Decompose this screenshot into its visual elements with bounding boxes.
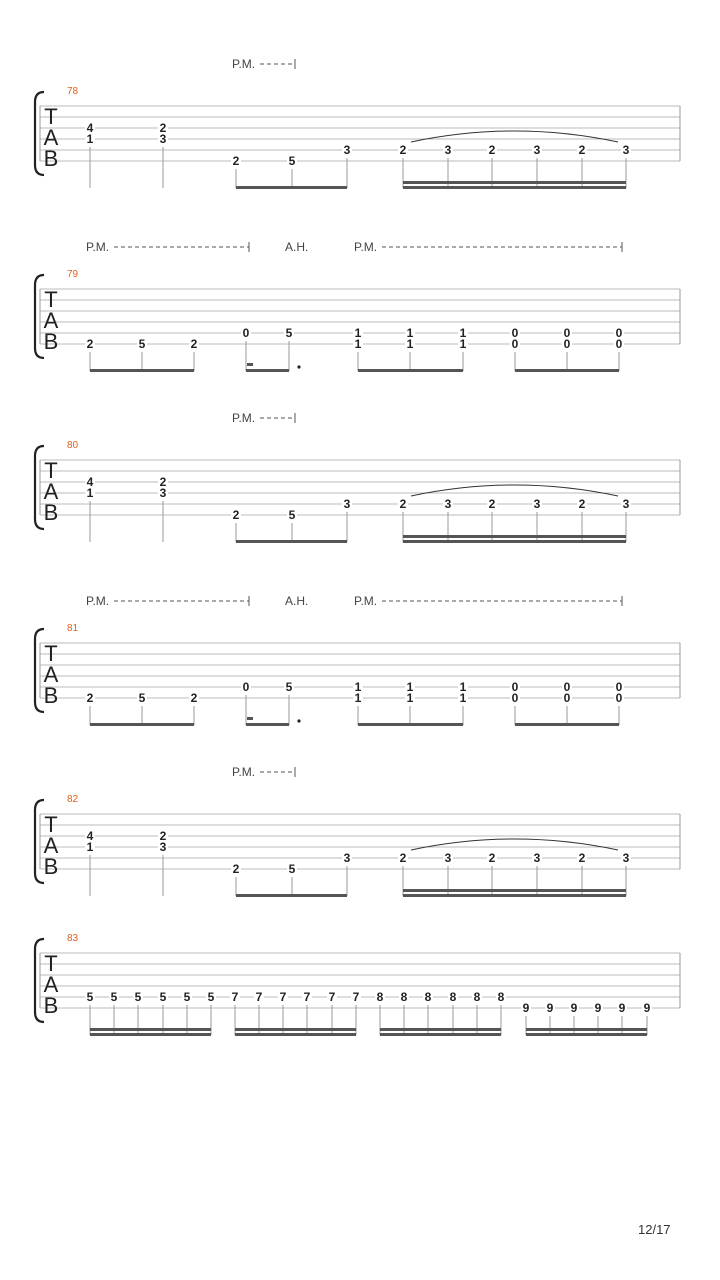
beam bbox=[90, 1028, 211, 1031]
fret-number: 2 bbox=[232, 154, 240, 168]
tab-clef-letter-b: B bbox=[43, 500, 59, 525]
fret-number: 8 bbox=[376, 990, 384, 1004]
fret-number: 8 bbox=[497, 990, 505, 1004]
tab-clef-letter-a: A bbox=[43, 308, 59, 333]
tab-clef-letter-t: T bbox=[44, 104, 58, 129]
fret-number: 2 bbox=[232, 862, 240, 876]
slur bbox=[411, 485, 618, 496]
measure-number: 78 bbox=[67, 86, 79, 97]
fret-number: 3 bbox=[622, 851, 630, 865]
fret-number: 4 bbox=[86, 829, 94, 843]
fret-number: 1 bbox=[86, 840, 94, 854]
palm-mute-label: P.M. bbox=[86, 240, 110, 254]
fret-number: 1 bbox=[354, 326, 362, 340]
palm-mute-label: P.M. bbox=[232, 765, 256, 779]
fret-number: 2 bbox=[86, 691, 94, 705]
fret-number: 5 bbox=[207, 990, 215, 1004]
beam bbox=[236, 186, 347, 189]
fret-number: 4 bbox=[86, 475, 94, 489]
palm-mute-label: P.M. bbox=[354, 594, 378, 608]
fret-number: 1 bbox=[459, 326, 467, 340]
fret-number: 1 bbox=[459, 337, 467, 351]
fret-number: 5 bbox=[183, 990, 191, 1004]
fret-number: 2 bbox=[399, 851, 407, 865]
fret-number: 3 bbox=[533, 143, 541, 157]
beam bbox=[515, 723, 619, 726]
fret-number: 3 bbox=[343, 851, 351, 865]
fret-number: 1 bbox=[406, 337, 414, 351]
tab-clef-letter-b: B bbox=[43, 683, 59, 708]
fret-number: 5 bbox=[285, 326, 293, 340]
fret-number: 0 bbox=[511, 337, 519, 351]
fret-number: 3 bbox=[622, 143, 630, 157]
fret-number: 3 bbox=[622, 497, 630, 511]
fret-number: 3 bbox=[444, 851, 452, 865]
beam bbox=[358, 369, 463, 372]
fret-number: 0 bbox=[563, 337, 571, 351]
fret-number: 2 bbox=[232, 508, 240, 522]
fret-number: 5 bbox=[288, 862, 296, 876]
fret-number: 2 bbox=[159, 829, 167, 843]
fret-number: 2 bbox=[190, 691, 198, 705]
fret-number: 3 bbox=[343, 497, 351, 511]
beam bbox=[236, 894, 347, 897]
tab-clef-letter-a: A bbox=[43, 479, 59, 504]
fret-number: 8 bbox=[400, 990, 408, 1004]
slur bbox=[411, 131, 618, 142]
page-number: 12/17 bbox=[638, 1222, 671, 1237]
fret-number: 3 bbox=[444, 497, 452, 511]
fret-number: 1 bbox=[354, 337, 362, 351]
beam bbox=[403, 535, 626, 538]
fret-number: 5 bbox=[159, 990, 167, 1004]
fret-number: 0 bbox=[563, 326, 571, 340]
measure-number: 83 bbox=[67, 933, 79, 944]
measure-number: 82 bbox=[67, 794, 79, 805]
fret-number: 9 bbox=[570, 1001, 578, 1015]
fret-number: 7 bbox=[303, 990, 311, 1004]
fret-number: 0 bbox=[511, 326, 519, 340]
fret-number: 7 bbox=[328, 990, 336, 1004]
fret-number: 7 bbox=[279, 990, 287, 1004]
beam bbox=[90, 369, 194, 372]
fret-number: 1 bbox=[354, 680, 362, 694]
tab-system-79 bbox=[35, 242, 680, 372]
fret-number: 5 bbox=[110, 990, 118, 1004]
measure-number: 81 bbox=[67, 623, 79, 634]
tab-clef-letter-t: T bbox=[44, 458, 58, 483]
tab-system-83 bbox=[35, 939, 680, 1036]
beam bbox=[235, 1033, 356, 1036]
tab-clef-letter-t: T bbox=[44, 812, 58, 837]
tab-system-81 bbox=[35, 596, 680, 726]
beam bbox=[515, 369, 619, 372]
fret-number: 5 bbox=[285, 680, 293, 694]
artificial-harmonic-label: A.H. bbox=[285, 240, 309, 254]
fret-number: 0 bbox=[563, 691, 571, 705]
fret-number: 9 bbox=[522, 1001, 530, 1015]
beam bbox=[526, 1028, 647, 1031]
fret-number: 0 bbox=[242, 680, 250, 694]
tab-clef-letter-t: T bbox=[44, 641, 58, 666]
fret-number: 9 bbox=[594, 1001, 602, 1015]
fret-number: 1 bbox=[406, 691, 414, 705]
fret-number: 1 bbox=[86, 132, 94, 146]
fret-number: 2 bbox=[86, 337, 94, 351]
beam bbox=[246, 723, 289, 726]
tab-system-78 bbox=[35, 59, 680, 189]
fret-number: 2 bbox=[578, 497, 586, 511]
tab-clef-letter-b: B bbox=[43, 854, 59, 879]
tab-clef-letter-t: T bbox=[44, 951, 58, 976]
rest-mark bbox=[247, 717, 253, 720]
rhythm-dot bbox=[297, 719, 300, 722]
fret-number: 8 bbox=[424, 990, 432, 1004]
artificial-harmonic-label: A.H. bbox=[285, 594, 309, 608]
fret-number: 4 bbox=[86, 121, 94, 135]
palm-mute-label: P.M. bbox=[86, 594, 110, 608]
beam bbox=[90, 1033, 211, 1036]
fret-number: 2 bbox=[159, 121, 167, 135]
slur bbox=[411, 839, 618, 850]
tab-clef-letter-a: A bbox=[43, 662, 59, 687]
fret-number: 9 bbox=[618, 1001, 626, 1015]
fret-number: 2 bbox=[578, 143, 586, 157]
fret-number: 0 bbox=[615, 691, 623, 705]
fret-number: 2 bbox=[399, 497, 407, 511]
beam bbox=[380, 1033, 501, 1036]
fret-number: 1 bbox=[459, 680, 467, 694]
beam bbox=[403, 540, 626, 543]
tab-system-82 bbox=[35, 767, 680, 897]
beam bbox=[403, 894, 626, 897]
fret-number: 7 bbox=[255, 990, 263, 1004]
fret-number: 5 bbox=[86, 990, 94, 1004]
fret-number: 1 bbox=[354, 691, 362, 705]
beam bbox=[358, 723, 463, 726]
fret-number: 7 bbox=[352, 990, 360, 1004]
fret-number: 5 bbox=[288, 154, 296, 168]
fret-number: 9 bbox=[546, 1001, 554, 1015]
fret-number: 3 bbox=[533, 497, 541, 511]
beam bbox=[236, 540, 347, 543]
beam bbox=[526, 1033, 647, 1036]
fret-number: 0 bbox=[563, 680, 571, 694]
fret-number: 1 bbox=[459, 691, 467, 705]
rest-mark bbox=[247, 363, 253, 366]
fret-number: 2 bbox=[488, 851, 496, 865]
fret-number: 0 bbox=[615, 680, 623, 694]
measure-number: 80 bbox=[67, 440, 79, 451]
fret-number: 0 bbox=[511, 680, 519, 694]
fret-number: 0 bbox=[242, 326, 250, 340]
tab-clef-letter-a: A bbox=[43, 833, 59, 858]
palm-mute-label: P.M. bbox=[232, 411, 256, 425]
fret-number: 3 bbox=[343, 143, 351, 157]
beam bbox=[380, 1028, 501, 1031]
tab-clef-letter-b: B bbox=[43, 146, 59, 171]
fret-number: 2 bbox=[190, 337, 198, 351]
fret-number: 5 bbox=[138, 691, 146, 705]
tab-clef-letter-a: A bbox=[43, 125, 59, 150]
fret-number: 2 bbox=[488, 143, 496, 157]
fret-number: 8 bbox=[473, 990, 481, 1004]
beam bbox=[403, 889, 626, 892]
fret-number: 8 bbox=[449, 990, 457, 1004]
fret-number: 2 bbox=[488, 497, 496, 511]
fret-number: 3 bbox=[444, 143, 452, 157]
fret-number: 2 bbox=[159, 475, 167, 489]
fret-number: 1 bbox=[406, 680, 414, 694]
measure-number: 79 bbox=[67, 269, 79, 280]
beam bbox=[90, 723, 194, 726]
tab-system-80 bbox=[35, 413, 680, 543]
beam bbox=[235, 1028, 356, 1031]
palm-mute-label: P.M. bbox=[354, 240, 378, 254]
fret-number: 5 bbox=[288, 508, 296, 522]
fret-number: 3 bbox=[533, 851, 541, 865]
fret-number: 3 bbox=[159, 486, 167, 500]
fret-number: 2 bbox=[399, 143, 407, 157]
fret-number: 9 bbox=[643, 1001, 651, 1015]
beam bbox=[403, 186, 626, 189]
fret-number: 3 bbox=[159, 132, 167, 146]
fret-number: 0 bbox=[615, 326, 623, 340]
beam bbox=[403, 181, 626, 184]
palm-mute-label: P.M. bbox=[232, 57, 256, 71]
tab-clef-letter-b: B bbox=[43, 329, 59, 354]
fret-number: 5 bbox=[134, 990, 142, 1004]
tab-clef-letter-a: A bbox=[43, 972, 59, 997]
fret-number: 1 bbox=[406, 326, 414, 340]
tab-clef-letter-t: T bbox=[44, 287, 58, 312]
beam bbox=[246, 369, 289, 372]
fret-number: 7 bbox=[231, 990, 239, 1004]
tab-clef-letter-b: B bbox=[43, 993, 59, 1018]
fret-number: 0 bbox=[615, 337, 623, 351]
fret-number: 3 bbox=[159, 840, 167, 854]
fret-number: 2 bbox=[578, 851, 586, 865]
fret-number: 0 bbox=[511, 691, 519, 705]
fret-number: 5 bbox=[138, 337, 146, 351]
rhythm-dot bbox=[297, 365, 300, 368]
fret-number: 1 bbox=[86, 486, 94, 500]
